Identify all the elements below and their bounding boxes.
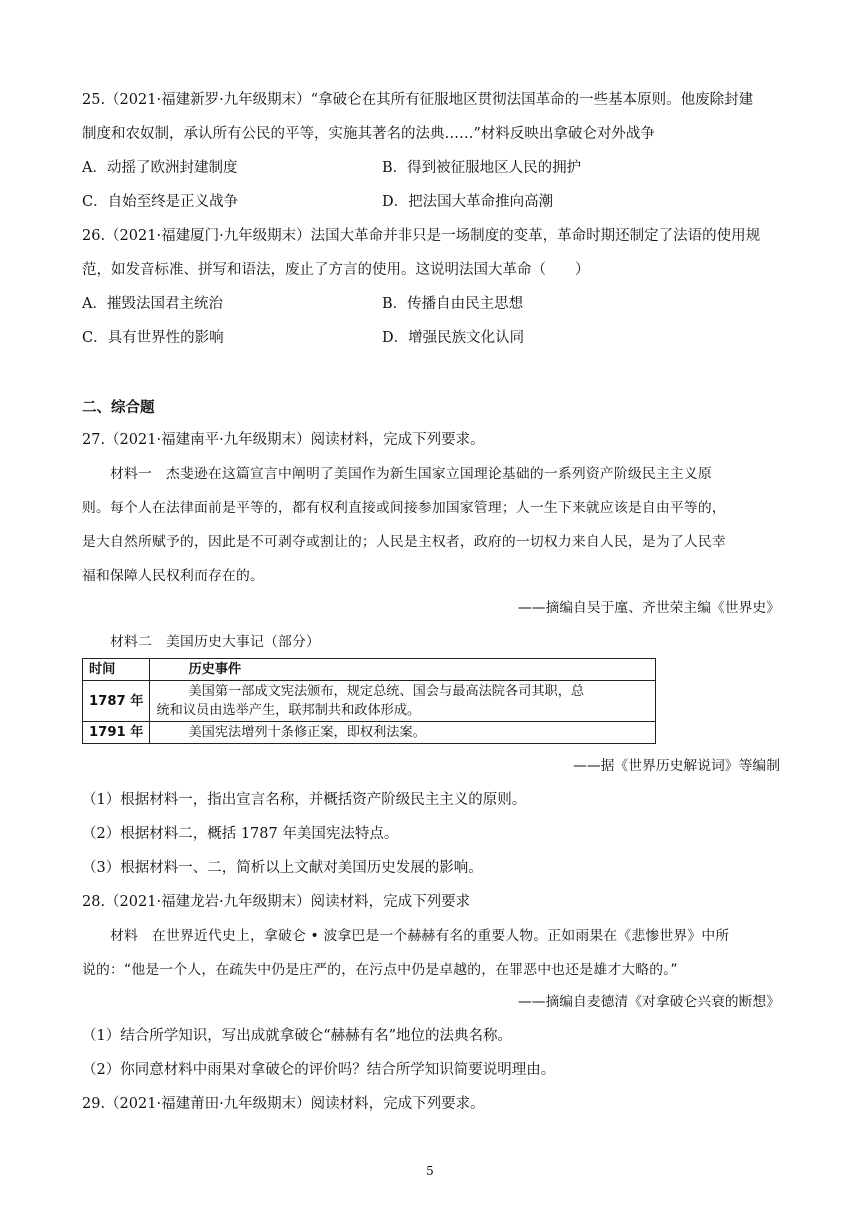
q26-stem-line1: 26.（2021·福建厦门·九年级期末）法国大革命并非只是一场制度的变革，革命时期还制定了法语的使用规 [82,228,761,244]
q27-material2-title: 材料二 美国历史大事记（部分） [82,634,320,650]
q27-question-3: （3）根据材料一、二，简析以上文献对美国历史发展的影响。 [82,860,483,876]
q25-option-c: C．自始至终是正义战争 [82,194,239,210]
q25-stem-line1: 25.（2021·福建新罗·九年级期末）“拿破仑在其所有征服地区贯彻法国革命的一些基本原则。他废除封建 [82,92,754,108]
table-cell-year: 1787 年 [83,681,150,722]
q27-stem: 27.（2021·福建南平·九年级期末）阅读材料，完成下列要求。 [82,432,485,448]
table-cell-year: 1791 年 [83,722,150,744]
q26-option-b: B．传播自由民主思想 [382,296,524,312]
page-number: 5 [426,1164,434,1178]
q28-stem: 28.（2021·福建龙岩·九年级期末）阅读材料，完成下列要求 [82,894,471,910]
q27-material2-source: ——据《世界历史解说词》等编制 [573,758,780,774]
history-events-table [82,658,656,744]
table-header-time: 时间 [83,659,150,681]
q29-stem: 29.（2021·福建莆田·九年级期末）阅读材料，完成下列要求。 [82,1096,485,1112]
q28-material-line2: 说的：“他是一个人，在疏失中仍是庄严的，在污点中仍是卓越的，在罪恶中也还是雄才大略的。” [82,962,678,978]
table-header-event: 历史事件 [150,659,656,681]
q27-material1-line1: 材料一 杰斐逊在这篇宣言中阐明了美国作为新生国家立国理论基础的一系列资产阶级民主主义原 [82,466,712,482]
q25-option-d: D．把法国大革命推向高潮 [382,194,554,210]
q26-option-d: D．增强民族文化认同 [382,330,525,346]
q26-option-c: C．具有世界性的影响 [82,330,224,346]
table-header-row [83,659,656,681]
q28-material-source: ——摘编自麦德清《对拿破仑兴衰的断想》 [517,994,780,1010]
q28-question-1: （1）结合所学知识，写出成就拿破仑“赫赫有名”地位的法典名称。 [82,1028,513,1044]
q25-option-a: A．动摇了欧洲封建制度 [82,160,238,176]
q27-material1-source: ——摘编自吴于廑、齐世荣主编《世界史》 [517,600,780,616]
table-row [83,681,656,722]
q27-material1-line2: 则。每个人在法律面前是平等的，都有权利直接或间接参加国家管理；人一生下来就应该是自由平等的， [82,500,726,516]
q27-question-1: （1）根据材料一，指出宣言名称，并概括资产阶级民主主义的原则。 [82,792,527,808]
table-cell-event [150,681,656,722]
q28-question-2: （2）你同意材料中雨果对拿破仑的评价吗？结合所学知识简要说明理由。 [82,1062,556,1078]
table-cell-event-line1: 美国第一部成文宪法颁布，规定总统、国会与最高法院各司其职，总 [188,684,585,699]
q27-question-2: （2）根据材料二，概括 1787 年美国宪法特点。 [82,826,399,842]
q27-material1-line4: 福和保障人民权利而存在的。 [82,568,264,584]
table-cell-event-line2: 统和议员由选举产生，联邦制共和政体形成。 [156,703,421,718]
q27-material1-line3: 是大自然所赋予的，因此是不可剥夺或割让的；人民是主权者，政府的一切权力来自人民，是为了人民幸 [82,534,726,550]
q28-material-line1: 材料 在世界近代史上，拿破仑 • 波拿巴是一个赫赫有名的重要人物。正如雨果在《悲惨世界》中所 [82,928,730,944]
section-heading: 二、综合题 [82,399,155,416]
q26-option-a: A．摧毁法国君主统治 [82,296,223,312]
q26-stem-line2: 范，如发音标准、拼写和语法，废止了方言的使用。这说明法国大革命（ ） [82,262,590,278]
q25-option-b: B．得到被征服地区人民的拥护 [382,160,582,176]
table-cell-event: 美国宪法增列十条修正案，即权利法案。 [150,722,656,744]
table-row [83,722,656,744]
q25-stem-line2: 制度和农奴制，承认所有公民的平等，实施其著名的法典……”材料反映出拿破仑对外战争 [82,126,655,142]
